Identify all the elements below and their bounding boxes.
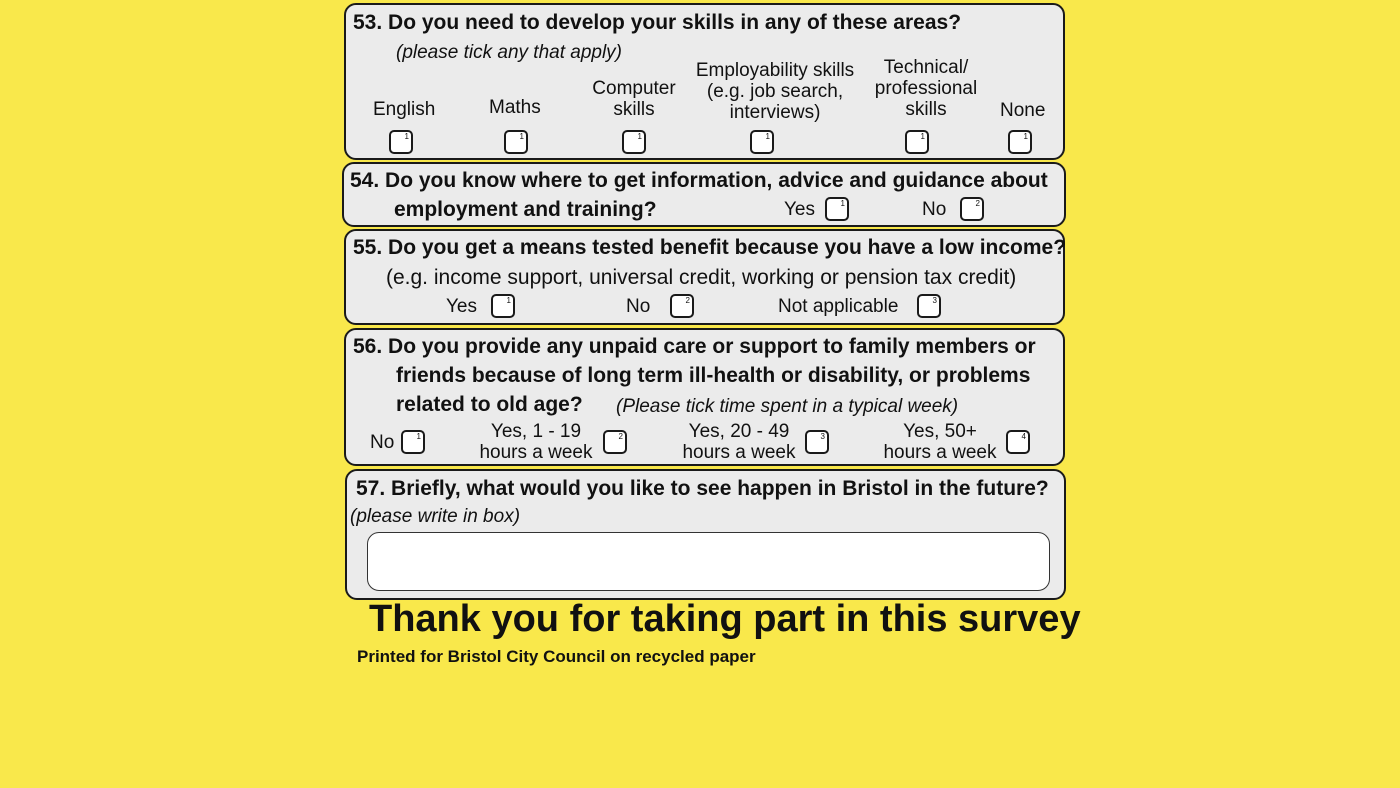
option-code: 1 [416, 432, 421, 441]
checkbox-not-applicable[interactable] [917, 294, 941, 318]
thank-you-message: Thank you for taking part in this survey [369, 598, 1081, 640]
option-label-1-19-hours: Yes, 1 - 19 hours a week [479, 421, 593, 463]
question-54-title-line2: employment and training? [394, 198, 657, 221]
option-code: 1 [519, 132, 524, 141]
option-code: 1 [1023, 132, 1028, 141]
option-label-none: None [1000, 100, 1046, 121]
question-53-instruction: (please tick any that apply) [396, 42, 623, 63]
question-57-panel [345, 469, 1066, 600]
option-code: 3 [820, 432, 825, 441]
checkbox-no[interactable] [670, 294, 694, 318]
option-code: 1 [920, 132, 925, 141]
option-label-yes: Yes [446, 296, 477, 317]
option-code: 1 [637, 132, 642, 141]
option-label-20-49-hours: Yes, 20 - 49 hours a week [682, 421, 796, 463]
question-56-title-line1: 56. Do you provide any unpaid care or support to family members or [353, 335, 1036, 358]
option-label-not-applicable: Not applicable [778, 296, 899, 317]
question-57-instruction: (please write in box) [350, 506, 521, 527]
option-code: 4 [1021, 432, 1026, 441]
option-code: 1 [506, 296, 511, 305]
checkbox-maths[interactable] [504, 130, 528, 154]
checkbox-50-plus-hours[interactable] [1006, 430, 1030, 454]
question-54-title-line1: 54. Do you know where to get information, advice and guidance about [350, 169, 1048, 192]
checkbox-english[interactable] [389, 130, 413, 154]
question-56-instruction: (Please tick time spent in a typical week) [616, 396, 959, 417]
answer-text-box[interactable] [367, 532, 1050, 591]
question-55-panel [344, 229, 1065, 325]
checkbox-yes[interactable] [825, 197, 849, 221]
option-label-no: No [922, 199, 947, 220]
option-label-no: No [626, 296, 651, 317]
question-57-title: 57. Briefly, what would you like to see happen in Bristol in the future? [356, 477, 1049, 500]
option-label-technical-skills: Technical/ professional skills [874, 57, 978, 120]
option-code: 1 [840, 199, 845, 208]
option-code: 1 [765, 132, 770, 141]
option-code: 2 [975, 199, 980, 208]
option-label-english: English [373, 99, 436, 120]
checkbox-employability-skills[interactable] [750, 130, 774, 154]
option-code: 1 [404, 132, 409, 141]
option-code: 2 [618, 432, 623, 441]
option-label-yes: Yes [784, 199, 815, 220]
question-55-title: 55. Do you get a means tested benefit because you have a low income? [353, 236, 1067, 259]
question-56-title-line3: related to old age? [396, 393, 583, 416]
checkbox-20-49-hours[interactable] [805, 430, 829, 454]
option-label-50-plus-hours: Yes, 50+ hours a week [883, 421, 997, 463]
printed-notice: Printed for Bristol City Council on recycled paper [357, 647, 756, 666]
question-56-panel [344, 328, 1065, 466]
question-53-title: 53. Do you need to develop your skills in any of these areas? [353, 11, 962, 34]
question-54-panel [342, 162, 1066, 227]
question-55-subtitle: (e.g. income support, universal credit, working or pension tax credit) [386, 266, 1017, 289]
checkbox-computer-skills[interactable] [622, 130, 646, 154]
option-code: 2 [685, 296, 690, 305]
checkbox-technical-skills[interactable] [905, 130, 929, 154]
option-label-computer-skills: Computer skills [592, 78, 676, 120]
question-56-title-line2: friends because of long term ill-health or disability, or problems [396, 364, 1031, 387]
checkbox-no[interactable] [960, 197, 984, 221]
question-53-panel [344, 3, 1065, 160]
option-label-maths: Maths [489, 97, 541, 118]
option-label-employability-skills: Employability skills (e.g. job search, interviews) [695, 60, 855, 123]
option-code: 3 [932, 296, 937, 305]
checkbox-yes[interactable] [491, 294, 515, 318]
checkbox-no[interactable] [401, 430, 425, 454]
checkbox-1-19-hours[interactable] [603, 430, 627, 454]
checkbox-none[interactable] [1008, 130, 1032, 154]
option-label-no: No [370, 432, 395, 453]
